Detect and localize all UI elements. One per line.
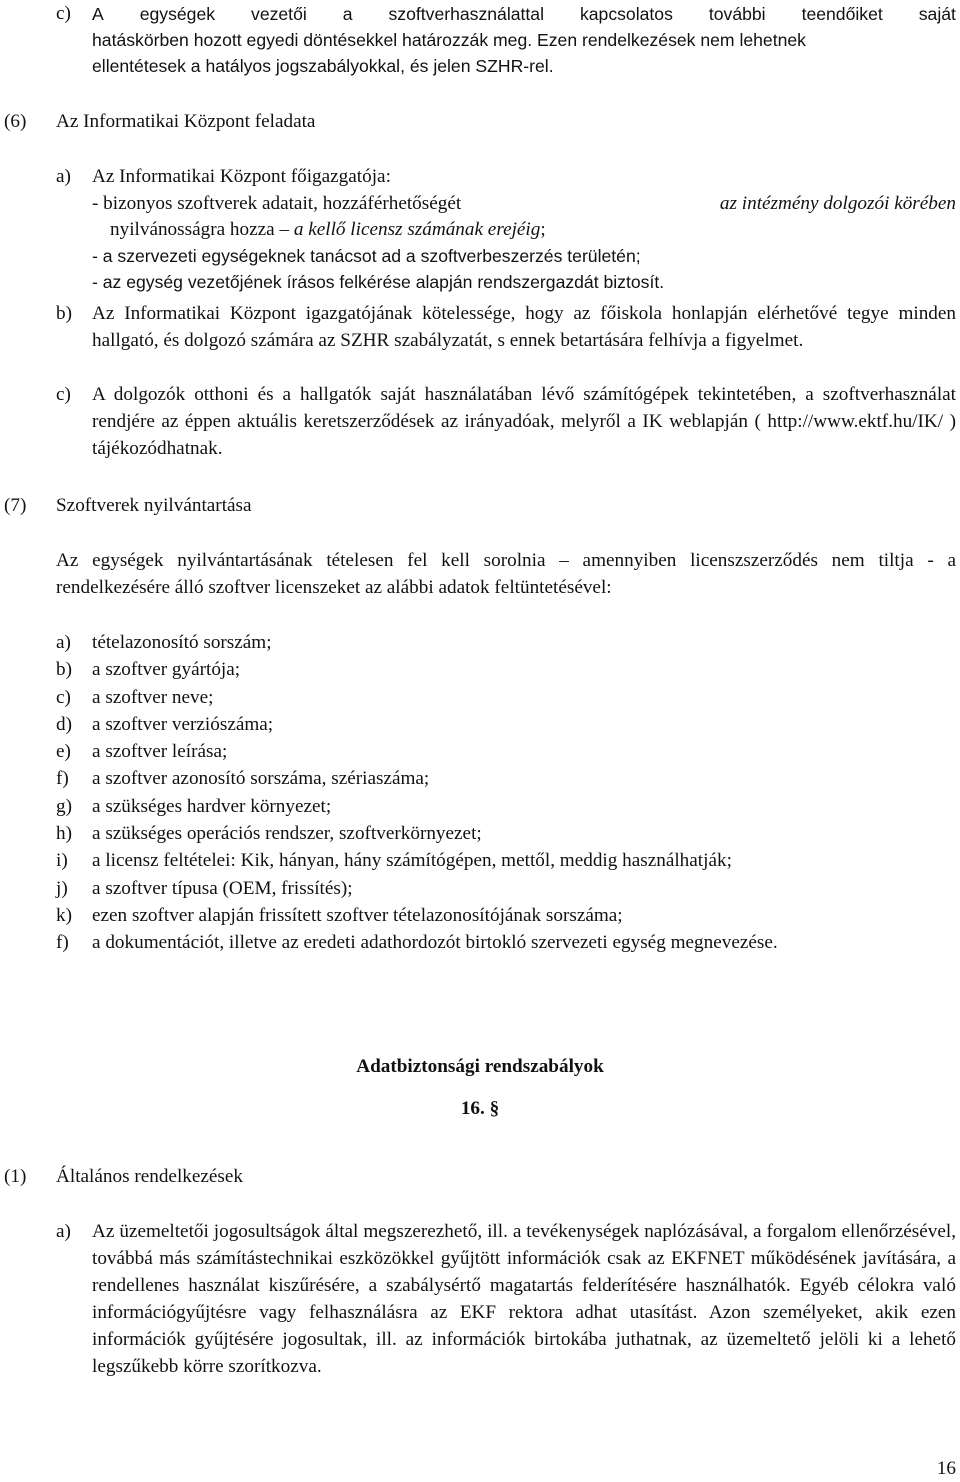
list-item-label: f) xyxy=(56,768,69,790)
list-item-label: e) xyxy=(56,741,71,763)
list-item xyxy=(56,765,956,792)
duty-2: - a szervezeti egységeknek tanácsot ad a szoftverbeszerzés területén; xyxy=(92,246,641,266)
list-item-label: a) xyxy=(56,632,71,653)
page-number: 16 xyxy=(936,1458,956,1479)
list-item-label: h) xyxy=(56,823,72,845)
list-item xyxy=(56,875,956,902)
word: vezetői xyxy=(251,4,307,24)
list-item-text: a szoftver gyártója; xyxy=(92,659,241,681)
word: kapcsolatos xyxy=(579,4,673,24)
list-item-text: tételazonosító sorszám; xyxy=(92,632,272,653)
section-6-b-text: Az Informatikai Központ igazgatójának kötelessége, hogy az főiskola honlapján elérhetővé tegye minden hallgató, és dolgozó számára az SZHR szabályzatát, s ennek betartására felhívja a figyelmet. xyxy=(92,303,956,351)
list-item-label: g) xyxy=(56,795,72,817)
list-item xyxy=(56,684,956,711)
list-item xyxy=(56,738,956,765)
list-item-text: a szoftver verziószáma; xyxy=(92,713,274,735)
section-1-title: Általános rendelkezések xyxy=(56,1166,243,1187)
top-line-3: ellentétesek a hatályos jogszabályokkal, és jelen SZHR-rel. xyxy=(92,56,554,76)
duty-1-line-1 xyxy=(92,191,956,217)
section-6-title: Az Informatikai Központ feladata xyxy=(56,111,316,132)
section-6-a-label: a) xyxy=(56,166,71,187)
top-item-label: c) xyxy=(56,3,71,24)
list-item-label: f) xyxy=(56,932,69,954)
list-item-label: k) xyxy=(56,904,72,926)
list-item-text: a szükséges operációs rendszer, szoftverkörnyezet; xyxy=(92,823,482,845)
list-item-label: j) xyxy=(56,877,68,899)
list-item-label: d) xyxy=(56,713,72,735)
word: teendőiket xyxy=(801,4,883,24)
list-item-text: a szoftver típusa (OEM, frissítés); xyxy=(92,877,353,899)
list-item xyxy=(56,820,956,847)
section-6-number: (6) xyxy=(4,111,27,132)
list-item-text: a dokumentációt, illetve az eredeti adathordozót birtokló szervezeti egység megnevezése. xyxy=(92,932,778,954)
section-1-a-label: a) xyxy=(56,1221,71,1242)
section-1-a-text: Az üzemeltetői jogosultságok által megszerezhető, ill. a tevékenységek naplózásával, a forgalom ellenőrzésével, továbbá más számítástechnikai eszközökkel gyűjtött információk csak az EKFNET működésének javítására, a rendellenes használat kiszűrésére, a szabálysértő magatartás felderítésére használhatók. Egyéb célokra való információgyűjtésre vagy felhasználásra az EKF rektora adhat utasítást. Azon személyeket, akik ezen információk gyűjtésére jogosultak, ill. az információk birtokába juthatnak, az üzemeltető jelöli ki a lehető legszűkebb körre szorítkozva. xyxy=(92,1221,956,1377)
section-7-title: Szoftverek nyilvántartása xyxy=(56,495,252,516)
section-7-number: (7) xyxy=(4,495,27,516)
list-item xyxy=(56,902,956,929)
word: saját xyxy=(918,4,956,24)
section-7-list xyxy=(56,629,956,957)
word: A xyxy=(92,4,104,24)
list-item xyxy=(56,629,956,656)
duty-3: - az egység vezetőjének írásos felkérése alapján rendszergazdát biztosít. xyxy=(92,272,665,292)
duty-1-cont-italic: – a kellő licensz számának erejéig xyxy=(279,219,541,240)
list-item-label: c) xyxy=(56,686,71,708)
top-line-2: hatáskörben hozott egyedi döntésekkel határozzák meg. Ezen rendelkezések nem lehetnek xyxy=(92,30,806,50)
section-6-c-text: A dolgozók otthoni és a hallgatók saját használatában lévő számítógépek tekintetében, a szoftverhasználat rendjére az éppen aktuális keretszerződések az irányadóak, melyről a IK weblapján ( http://www.ektf.hu/IK/ ) tájékozódhatnak. xyxy=(92,384,956,459)
duty-1-cont-end: ; xyxy=(540,219,546,240)
duty-1-line-2 xyxy=(92,217,956,243)
list-item xyxy=(56,711,956,738)
duty-1-cont: nyilvánosságra hozza xyxy=(110,219,275,240)
list-item-text: a szoftver neve; xyxy=(92,686,214,708)
section-6-duties xyxy=(92,191,956,295)
list-item xyxy=(56,847,956,874)
paragraph-number: 16. § xyxy=(460,1098,500,1119)
list-item-text: a licensz feltételei: Kik, hányan, hány számítógépen, mettől, meddig használhatják; xyxy=(92,850,732,872)
section-6-c-label: c) xyxy=(56,384,71,405)
list-item-label: i) xyxy=(56,850,68,872)
duty-1-italic: az intézmény dolgozói körében xyxy=(719,193,956,214)
top-line-1 xyxy=(92,1,956,27)
word: további xyxy=(708,4,766,24)
list-item-label: b) xyxy=(56,659,72,681)
list-item-text: a szükséges hardver környezet; xyxy=(92,795,332,817)
section-1-number: (1) xyxy=(4,1166,27,1187)
word: egységek xyxy=(139,4,216,24)
section-6-b-label: b) xyxy=(56,303,72,324)
section-6-a-text: Az Informatikai Központ főigazgatója: xyxy=(92,166,391,187)
list-item xyxy=(56,929,956,956)
list-item xyxy=(56,656,956,683)
list-item-text: ezen szoftver alapján frissített szoftver tételazonosítójának sorszáma; xyxy=(92,904,623,926)
word: a xyxy=(342,4,353,24)
section-7-intro: Az egységek nyilvántartásának tételesen fel kell sorolnia – amennyiben licenszszerződés nem tiltja - a rendelkezésére álló szoftver licenszeket az alábbi adatok feltüntetésével: xyxy=(56,550,956,598)
list-item-text: a szoftver azonosító sorszáma, szériaszáma; xyxy=(92,768,430,790)
word: szoftverhasználattal xyxy=(388,4,544,24)
chapter-title: Adatbiztonsági rendszabályok xyxy=(356,1056,604,1077)
list-item-text: a szoftver leírása; xyxy=(92,741,228,763)
duty-1-start: - bizonyos szoftverek adatait, hozzáférhetőségét xyxy=(92,193,462,214)
list-item xyxy=(56,793,956,820)
